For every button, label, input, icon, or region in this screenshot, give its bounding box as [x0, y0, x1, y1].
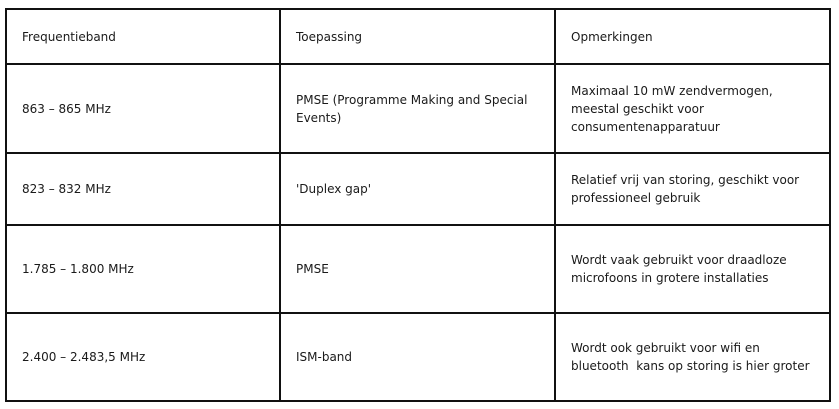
- header-opmerkingen: Opmerkingen: [555, 9, 830, 64]
- cell-frequentieband: 1.785 – 1.800 MHz: [6, 225, 280, 313]
- table-row: [6, 313, 830, 401]
- table-row: [6, 64, 830, 153]
- frequency-table-container: [5, 8, 829, 402]
- table-row: [6, 225, 830, 313]
- cell-opmerkingen: Relatief vrij van storing, geschikt voor professioneel gebruik: [555, 153, 830, 225]
- header-frequentieband: Frequentieband: [6, 9, 280, 64]
- cell-opmerkingen: Wordt ook gebruikt voor wifi en bluetooth kans op storing is hier groter: [555, 313, 830, 401]
- cell-toepassing: PMSE (Programme Making and Special Events): [280, 64, 555, 153]
- header-toepassing: Toepassing: [280, 9, 555, 64]
- table-header-row: [6, 9, 830, 64]
- cell-toepassing: ISM-band: [280, 313, 555, 401]
- cell-opmerkingen: Maximaal 10 mW zendvermogen, meestal geschikt voor consumentenapparatuur: [555, 64, 830, 153]
- cell-frequentieband: 863 – 865 MHz: [6, 64, 280, 153]
- cell-frequentieband: 2.400 – 2.483,5 MHz: [6, 313, 280, 401]
- cell-toepassing: PMSE: [280, 225, 555, 313]
- cell-toepassing: 'Duplex gap': [280, 153, 555, 225]
- cell-opmerkingen: Wordt vaak gebruikt voor draadloze microfoons in grotere installaties: [555, 225, 830, 313]
- table-row: [6, 153, 830, 225]
- frequency-table: [5, 8, 831, 402]
- cell-frequentieband: 823 – 832 MHz: [6, 153, 280, 225]
